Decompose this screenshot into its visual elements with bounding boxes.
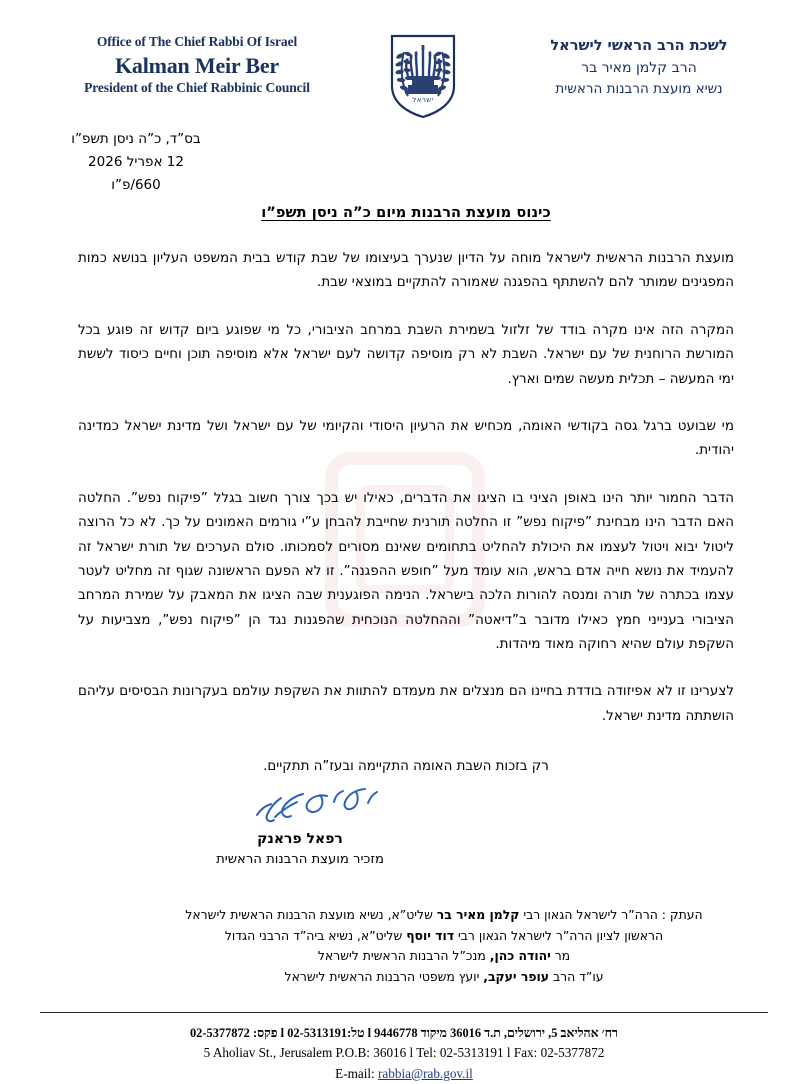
letter-body — [0, 205, 808, 779]
cc-line-2-pre: הראשון לציון הרה”ר לישראל הגאון רבי — [454, 927, 664, 943]
footer-divider — [40, 1012, 768, 1013]
cc-line-1 — [140, 905, 748, 926]
cc-line-2 — [140, 926, 748, 947]
footer-email-link[interactable]: rabbia@rab.gov.il — [378, 1065, 473, 1081]
paragraph-2: המקרה הזה אינו מקרה בודד של זלזול בשמירת השבת במרחב הציבורי, כל מי שפוגע ביום קדוש זה פוגע בכל המורשת הרוחנית של עם ישראל. השבת לא רק מוסיפה קדושה לעם ישראל אלא מוסיפה תוכן וחיים כיסוד לששת ימי המעשה – תכלית מעשה שמים וארץ. — [78, 322, 734, 387]
letterhead — [0, 0, 808, 104]
paragraph-4: הדבר החמור יותר הינו באופן הציני בו הציגו את הדברים, כאילו יש בכך צורך חשוב בגלל ”פיקוח נפש”. החלטה האם הדבר הינו מבחינת ”פיקוח נפש” זו החלטה תורנית שחייבת להבחן ע”י גורמים האמונים על כך. לא כל הרוצה ליטול יבוא ויטול לעצמו את היכולת להחליט בתחומים שאינם מסורים לסמכותו. סולם הערכים של תורת ישראל זה להעמיד את נושא חייה אדם בראש, הוא עומד מעל ”חופש ההפגנה”. זו לא הפעם הראשונה שגוף זה מחליט לעטר עצמו בכתרה של תורה ומנסה להורות הלכה בישראל. הנימה הפוגענית שבה הציגו את המאבק על שמירת המרחב הציבורי בענייני חמץ כאילו מדובר ב”דיאטה” וההחלטה הנוכחית שהפגנות נגד הן ”פיקוח נפש”, מצביעות על השקפת עולם שהיא רחוקה מאוד מיהדות. — [78, 490, 734, 653]
cc-line-1-pre: העתק : הרה”ר לישראל הגאון רבי — [519, 907, 703, 922]
footer-email-row — [40, 1064, 768, 1084]
hebrew-date: בס”ד, כ”ה ניסן תשפ”ו — [71, 131, 201, 147]
letterhead-hebrew — [504, 30, 774, 100]
cc-line-1-post: שליט”א, נשיא מועצת הרבנות הראשית לישראל — [185, 907, 437, 922]
signer-name: רפאל פראנק — [257, 831, 343, 847]
letterhead-english-line3: President of the Chief Rabbinic Council — [84, 80, 310, 96]
signature-block — [0, 784, 600, 870]
cc-recipients — [0, 905, 808, 987]
cc-line-4-name: עופר יעקב, — [483, 968, 549, 984]
cc-line-4-pre: עו”ד הרב — [549, 968, 604, 984]
cc-line-1-name: קלמן מאיר בר — [436, 907, 520, 922]
footer-address-english: 5 Aholiav St., Jerusalem P.O.B: 36016 l Tel: 02-5313191 l Fax: 02-5377872 — [203, 1045, 605, 1061]
reference-number: 660/פ”ו — [111, 177, 161, 194]
letterhead-hebrew-name: הרב קלמן מאיר בר — [581, 59, 697, 76]
page-footer — [0, 1012, 808, 1084]
paragraph-1: מועצת הרבנות הראשית לישראל מוחה על הדיון שנערך בעיצומו של שבת קודש בבית המשפט העליון בנושא כמות המפגינים שמותר להם להשתתף בהפגנה שאמורה להתקיים במוצאי שבת. — [78, 251, 734, 291]
cc-line-3-name: יהודה כהן, — [489, 948, 551, 964]
paragraph-5: לצערינו זו לא אפיזודה בודדת בחיינו הם מנצלים את מעמדם להתוות את השקפת עולמם בעקרונות הבסיסים עליהם הושתתה מדינת ישראל. — [78, 684, 734, 724]
cc-line-3 — [140, 946, 748, 967]
cc-line-3-pre: מר — [550, 948, 571, 964]
cc-line-2-post: שליט”א, נשיא ביה”ד הרבני הגדול — [224, 927, 407, 943]
page-title: כינוס מועצת הרבנות מיום כ”ה ניסן תשפ”ו — [261, 205, 551, 221]
letterhead-hebrew-line1: לשכת הרב הראשי לישראל — [550, 38, 728, 54]
signer-role: מזכיר מועצת הרבנות הראשית — [216, 852, 384, 867]
israel-state-emblem-icon — [380, 30, 466, 120]
letterhead-hebrew-line3: נשיא מועצת הרבנות הראשית — [555, 81, 723, 98]
cc-line-4 — [140, 967, 748, 988]
closing-line: רק בזכות השבת האומה התקיימה ובעז”ה תתקיים. — [263, 759, 549, 775]
handwritten-signature-icon — [0, 784, 600, 828]
date-block — [0, 128, 272, 198]
svg-text:ישראל: ישראל — [412, 96, 434, 104]
cc-line-2-name: דוד יוסף — [406, 927, 455, 943]
cc-line-3-post: מנכ”ל הרבנות הראשית לישראל — [317, 948, 490, 964]
paragraph-3: מי שבועט ברגל גסה בקודשי האומה, מכחיש את הרעיון היסודי והקיומי של עם ישראל ושל מדינת ישראל כמדינה יהודית. — [78, 418, 734, 459]
letterhead-english-line1: Office of The Chief Rabbi Of Israel — [96, 34, 298, 49]
letterhead-english-name: Kalman Meir Ber — [115, 52, 279, 78]
gregorian-date: 12 אפריל 2026 — [88, 154, 184, 171]
footer-address-hebrew: רח׳ אהליאב 5, ירושלים, ת.ד 36016 מיקוד 9446778 l טל:02-5313191 l פקס: 02-5377872 — [189, 1026, 618, 1040]
cc-line-4-post: יועץ משפטי הרבנות הראשית לישראל — [284, 968, 484, 984]
footer-email-label: E-mail: — [335, 1065, 375, 1081]
letterhead-english — [52, 30, 342, 97]
